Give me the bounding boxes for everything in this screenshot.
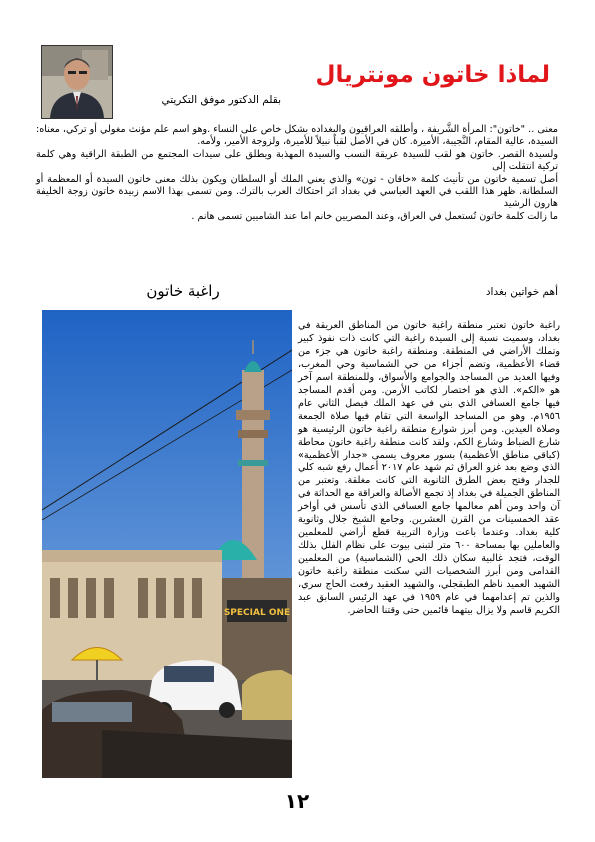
mosque-photo [42, 310, 292, 778]
section-title: راغبة خاتون [146, 282, 220, 300]
intro-text [36, 124, 558, 223]
section-subheading: أهم خواتين بغداد [485, 286, 558, 298]
author-portrait-image [42, 46, 112, 118]
intro-paragraph: ما زالت كلمة خاتون تُستعمل في العراق، وعند المصريين خانم اما عند الشاميين تسمى هانم . [191, 210, 558, 222]
author-photo [41, 45, 113, 119]
intro-paragraph: ولسيدة القصر. خاتون هو لقب للسيدة عريقة النسب والسيدة المهذبة ويطلق على سيدات المجتمع من الطبقة الراقية وهي كلمة تركية انتقلت إلى [36, 148, 558, 173]
shop-sign-text: SPECIAL ONE [223, 608, 291, 618]
page-number: ١٢ [284, 789, 310, 813]
page-title: لماذا خاتون مونتريال [315, 62, 550, 88]
mosque-street-image [42, 310, 292, 778]
intro-paragraph: معنى .. "خاتون": المرأة الشَّريفة ، وأطلقه العراقيون والبغداده بشكل خاص على النساء .وهو اسم علم مؤنث مغولي أو تركي، معناه: السيدة، عالية المقام، النَّجيبة، الأميرة. كان في الأصل لقباً نبيلاً للأميرة، ولزوجة الأمير، ولأمه. [36, 124, 558, 148]
article-body: راغبة خاتون تعتبر منطقة راغبة خاتون من المناطق العريقة في بغداد، وسميت نسبة إلى السيدة راغبة التي كانت ذات نفوذ كبير وتملك الأراضي في المنطقة. ومنطقة راغبة خاتون هي جزء من قضاء الأعظمية، وتضم أجزاء من حي الشماسية وحي المغرب، وفيها العديد من المساجد والجوامع والأسواق، وللمنطقة اسم آخر هو «الكم». الذي هو اختصار لكاتب الأرمن. ومن أقدم المساجد فيها جامع العسافي الذي بني في عهد الملك فيصل الثاني عام ١٩٥٦م. وهو من المساجد الواسعة التي تقام فيها صلاة الجمعة وصلاة العيدين. ومن أبرز شوارع منطقة راغبة خاتون الرئيسية هو شارع الضباط وشارع الكم، ولقد كانت منطقة راغبة خاتون محاطة (كباقي مناطق الأعظمية) بسور معروف يسمى «جدار الأعظمية» الذي وضع بعد غزو العراق ثم شهد عام ٢٠١٧ أعمال رفع شبه كلي للجدار وفتح بعض الطرق الثانوية التي كانت مغلقة. وتعتبر من المناطق الجميلة في بغداد إذ تجمع الأصالة والعراقة مع الحداثة في آن واحد ومن أهم معالمها جامع العسافي الذي تأسس في أواخر عقد الخمسينات من القرن العشرين. وجامع الشيخ جلال وثانوية كلية بغداد. وعندما باعت وزارة التربية قطع أراضي للمعلمين والعاملين بها بمساحة ٦٠٠ متر لتبنى بيوت على نظام الفلل بذلك الوقت، فتجد غالبية سكان ذلك الحي (الشماسية) من المعلمين القدامى ومن أبرز الشخصيات التي سكنت منطقة راغبة خاتون الشهيد العميد ناظم الطبقجلي، والشهيد العقيد رفعت الحاج سري، والذين تم إعدامهما في عام ١٩٥٩ في عهد الرئيس السابق عبد الكريم قاسم ولا يزال بيتهما قائمين حتى وقتنا الحاضر. [298, 320, 561, 616]
intro-paragraph: أصل تسمية خاتون من تأنيث كلمة «خاقان - تون» والذي يعني الملك أو السلطان ويكون بذلك معنى خاتون السيدة أو المعظمة أو السلطانة. ظهر هذا اللقب في العهد العباسي في بغداد اثر احتكاك العرب بالترك. ومن تسمى بهذا الاسم زبيدة خاتون زوجة الخليفة هارون الرشيد [36, 173, 558, 210]
author-byline: بقلم الدكتور موفق التكريتي [161, 94, 281, 106]
